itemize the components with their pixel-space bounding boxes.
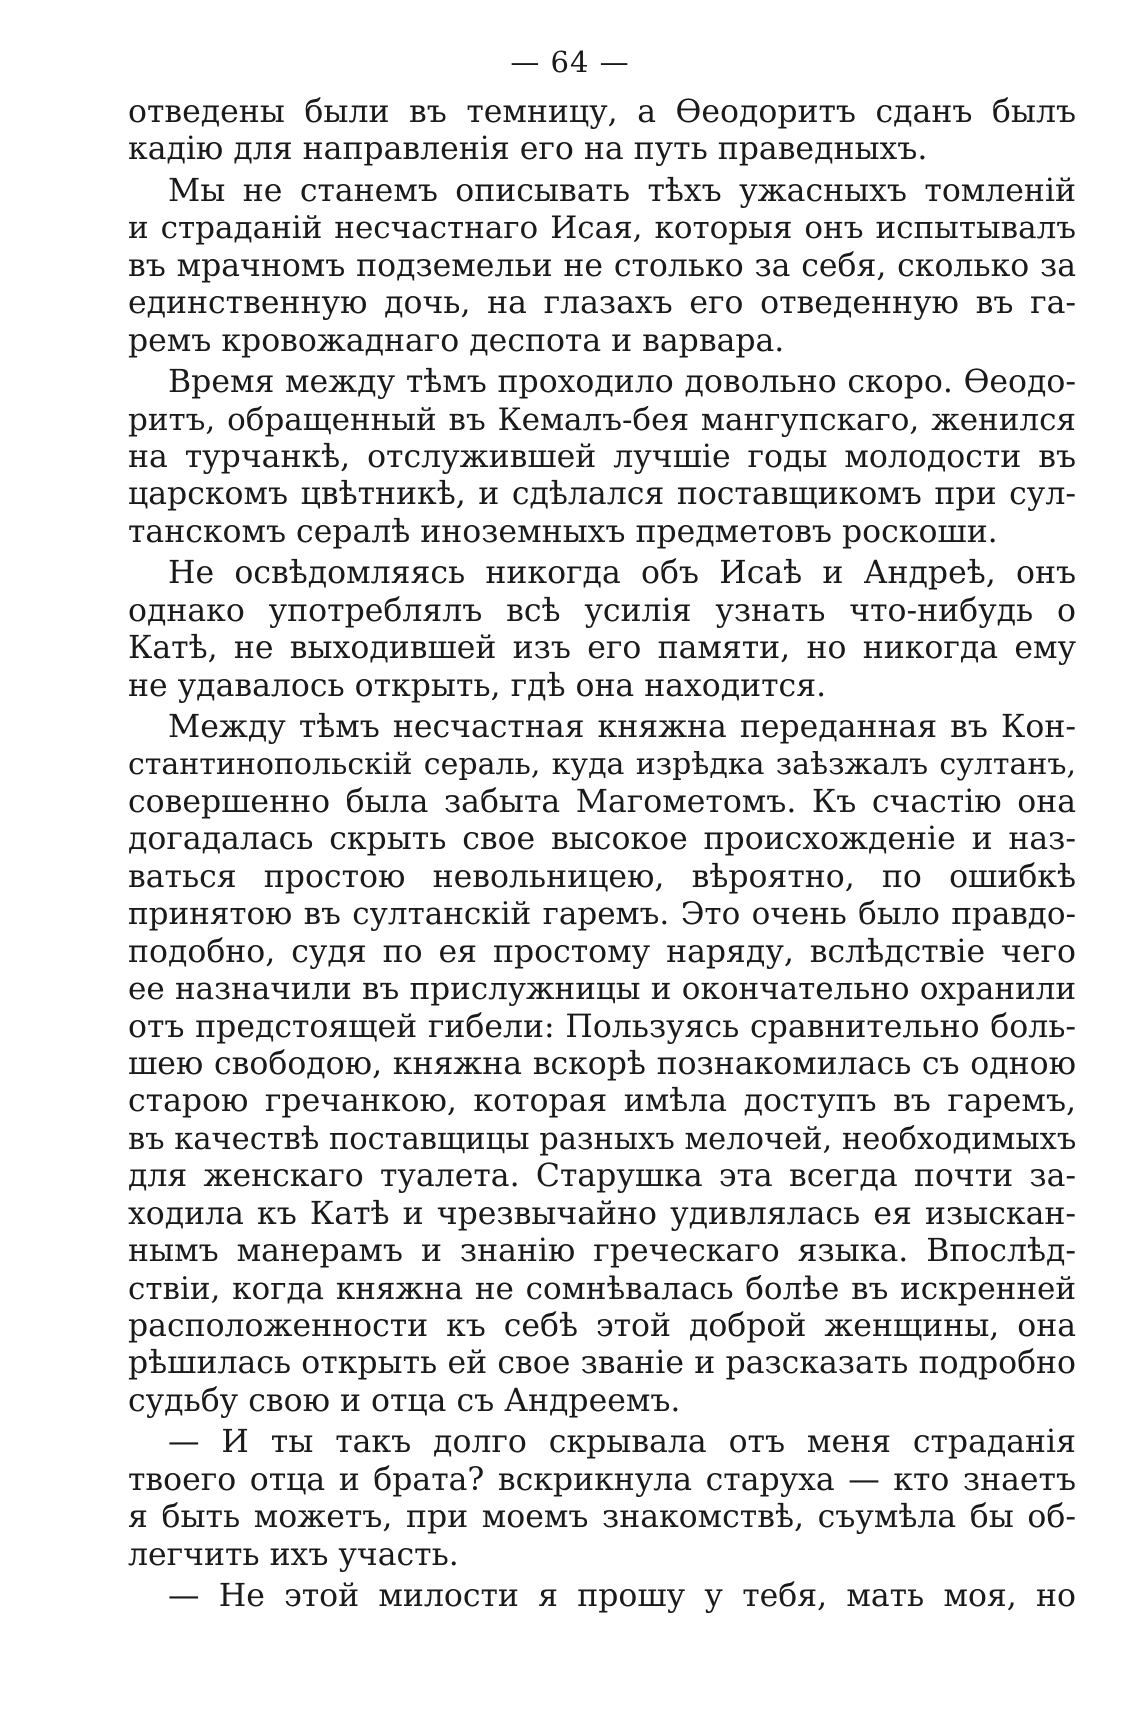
text-line: Между тѣмъ несчастная княжна переданная въ Кон- — [168, 709, 1076, 745]
text-line: твоего отца и брата? вскрикнула старуха — кто знаетъ — [128, 1461, 1076, 1498]
text-line: въ мрачномъ подземельи не столько за себя, сколько за — [128, 247, 1076, 284]
text-line: подобно, судя по ея простому наряду, вслѣдствіе чего — [128, 933, 1076, 970]
text-line: догадалась скрыть свое высокое происхожденіе и наз- — [128, 821, 1076, 858]
text-line: совершенно была забыта Магометомъ. Къ счастію она — [128, 783, 1076, 820]
text-line: ее назначили въ прислужницы и окончательно охранили — [128, 971, 1076, 1008]
text-line: на турчанкѣ, отслужившей лучшіе годы молодости въ — [128, 438, 1076, 475]
text-line: и страданій несчастнаго Исая, которыя онъ испытывалъ — [128, 210, 1076, 247]
text-line: Катѣ, не выходившей изъ его памяти, но никогда ему — [128, 630, 1076, 667]
text-line: я быть можетъ, при моемъ знакомствѣ, съумѣла бы об- — [128, 1499, 1076, 1536]
paragraph — [128, 555, 1076, 705]
paragraph — [128, 364, 1076, 551]
text-line: не удавалось открыть, гдѣ она находится. — [128, 667, 827, 704]
text-line: легчить ихъ участь. — [128, 1536, 459, 1573]
text-line: принятою въ султанскій гаремъ. Это очень было правдо- — [128, 896, 1076, 933]
text-line: въ качествѣ поставщицы разныхъ мелочей, необходимыхъ — [128, 1121, 1076, 1157]
text-line: ваться простою невольницею, вѣроятно, по ошибкѣ — [128, 858, 1076, 895]
paragraph — [128, 1578, 1076, 1615]
text-line: ствіи, когда княжна не сомнѣвалась болѣе въ искренней — [128, 1270, 1076, 1307]
text-line: отведены были въ темницу, а Ѳеодоритъ сданъ былъ — [128, 94, 1076, 130]
text-line: царскомъ цвѣтникѣ, и сдѣлался поставщикомъ при сул- — [128, 476, 1076, 513]
text-line: рѣшилась открыть ей свое званіе и разсказать подробно — [128, 1345, 1076, 1382]
text-line: нымъ манерамъ и знанію греческаго языка. Впослѣд- — [128, 1233, 1076, 1270]
text-line: ходила къ Катѣ и чрезвычайно удивлялась ея изыскан- — [128, 1195, 1076, 1232]
text-line: танскомъ сералѣ иноземныхъ предметовъ роскоши. — [128, 513, 998, 550]
text-line: судьбу свою и отца съ Андреемъ. — [128, 1382, 681, 1419]
text-line: ритъ, обращенный въ Кемалъ-бея мангупскаго, женился — [128, 401, 1076, 438]
text-line: Не освѣдомляясь никогда объ Исаѣ и Андреѣ, онъ — [168, 555, 1076, 592]
text-line: — Не этой милости я прошу у тебя, мать моя, но — [168, 1578, 1076, 1615]
text-line: для женскаго туалета. Старушка эта всегда почти за- — [128, 1158, 1076, 1195]
paragraph — [128, 1424, 1076, 1574]
paragraph — [128, 173, 1076, 360]
text-line: — И ты такъ долго скрывала отъ меня страданія — [168, 1424, 1076, 1461]
text-line: Время между тѣмъ проходило довольно скоро. Ѳеодо- — [168, 364, 1076, 401]
text-line: Мы не станемъ описывать тѣхъ ужасныхъ томленій — [168, 172, 1076, 209]
text-line: стантинопольскій сераль, куда изрѣдка заѣзжалъ султанъ, — [128, 747, 1076, 783]
text-line: шею свободою, княжна вскорѣ познакомилась съ одною — [128, 1045, 1076, 1082]
text-line: отъ предстоящей гибели: Пользуясь сравнительно боль- — [128, 1008, 1076, 1045]
text-line: кадію для направленія его на путь праведныхъ. — [128, 131, 928, 168]
text-line: расположенности къ себѣ этой доброй женщины, она — [128, 1308, 1076, 1344]
page-number: — 64 — — [510, 45, 630, 79]
text-line: старою гречанкою, которая имѣла доступъ въ гаремъ, — [128, 1083, 1076, 1120]
text-line: ремъ кровожаднаго деспота и варвара. — [128, 322, 785, 359]
paragraph — [128, 709, 1076, 1420]
text-line: однако употреблялъ всѣ усилія узнать что-нибудь о — [128, 592, 1076, 629]
paragraph — [128, 94, 1076, 169]
text-line: единственную дочь, на глазахъ его отведенную въ га- — [128, 285, 1076, 322]
body-text — [128, 94, 1076, 1616]
